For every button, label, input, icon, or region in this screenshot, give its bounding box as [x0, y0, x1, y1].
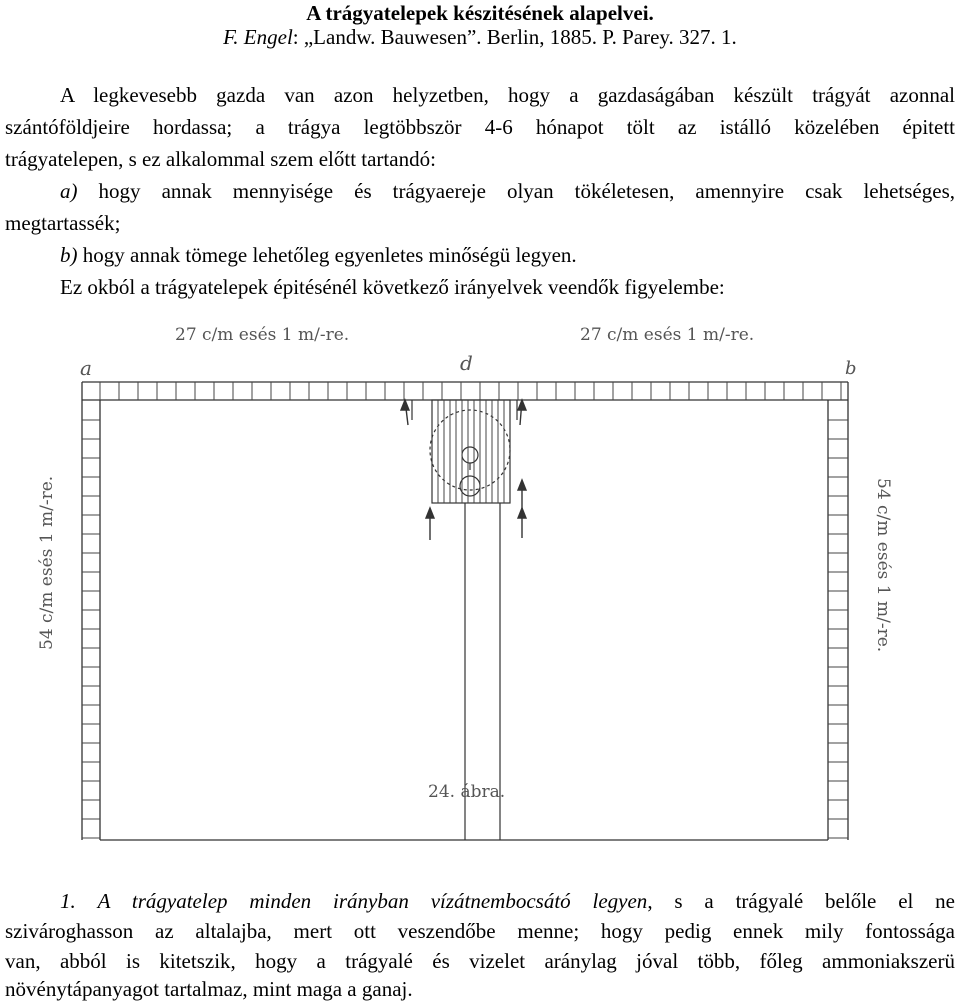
- slope-label-top-left: 27 c/m esés 1 m/-re.: [175, 325, 350, 345]
- figure-24: [0, 300, 960, 860]
- slope-label-right: 54 c/m esés 1 m/-re.: [873, 478, 893, 653]
- list-marker-a: a): [60, 179, 78, 203]
- list-marker-b: b): [60, 243, 78, 267]
- citation: [0, 24, 960, 50]
- intro-line-2: szántóföldjeire hordassa; a trágya legtöbbször 4-6 hónapot tölt az istálló közelében épitett: [5, 115, 955, 139]
- rule-1-rest-1: , s a trágyalé belőle el ne: [647, 889, 956, 913]
- pit-hatching: [438, 400, 504, 503]
- corner-label-b: b: [845, 358, 857, 379]
- rule-1-number: 1.: [60, 889, 76, 913]
- intro-line-1: A legkevesebb gazda van azon helyzetben, hogy a gazdaságában készült trágyát azonnal: [60, 83, 955, 107]
- list-item-b: [5, 242, 955, 268]
- rule-1-line-4: növénytápanyagot tartalmaz, mint maga a ganaj.: [5, 977, 413, 1001]
- list-text-b: hogy annak tömege lehetőleg egyenletes minőségü legyen.: [77, 243, 577, 267]
- rule-1-line-1: [5, 888, 955, 914]
- flow-arrows: [401, 400, 526, 540]
- intro-line-3: trágyatelepen, s ez alkalommal szem előtt tartandó:: [5, 147, 436, 171]
- rule-1-emphasis: A trágyatelep minden irányban vízátnembocsátó legyen: [97, 889, 648, 913]
- citation-author: F. Engel: [223, 25, 293, 49]
- slope-label-top-right: 27 c/m esés 1 m/-re.: [580, 325, 755, 345]
- rule-1-line-3: van, abból is kitetszik, hogy a trágyalé és vizelet aránylag jóval több, főleg ammoniakszerü: [5, 949, 955, 973]
- list-item-a: [5, 178, 955, 204]
- corner-label-a: a: [80, 356, 92, 380]
- lead-sentence: Ez okból a trágyatelepek épitésénél következő irányelvek veendők figyelembe:: [60, 275, 725, 299]
- rule-1-line-2: szivároghasson az altalajba, mert ott veszendőbe menne; hogy pedig ennek mily fontossága: [5, 919, 955, 943]
- figure-caption: 24. ábra.: [428, 782, 506, 802]
- citation-rest: : „Landw. Bauwesen”. Berlin, 1885. P. Parey. 327. 1.: [292, 25, 737, 49]
- list-item-a-cont: megtartassék;: [5, 211, 121, 235]
- slope-label-left: 54 c/m esés 1 m/-re.: [37, 475, 57, 650]
- page-title: A trágyatelepek készitésének alapelvei.: [306, 1, 654, 25]
- pit-structure: [412, 400, 517, 840]
- list-text-a: hogy annak mennyisége és trágyaereje olyan tökéletesen, amennyire csak lehetséges,: [77, 179, 955, 203]
- label-d: d: [460, 351, 473, 375]
